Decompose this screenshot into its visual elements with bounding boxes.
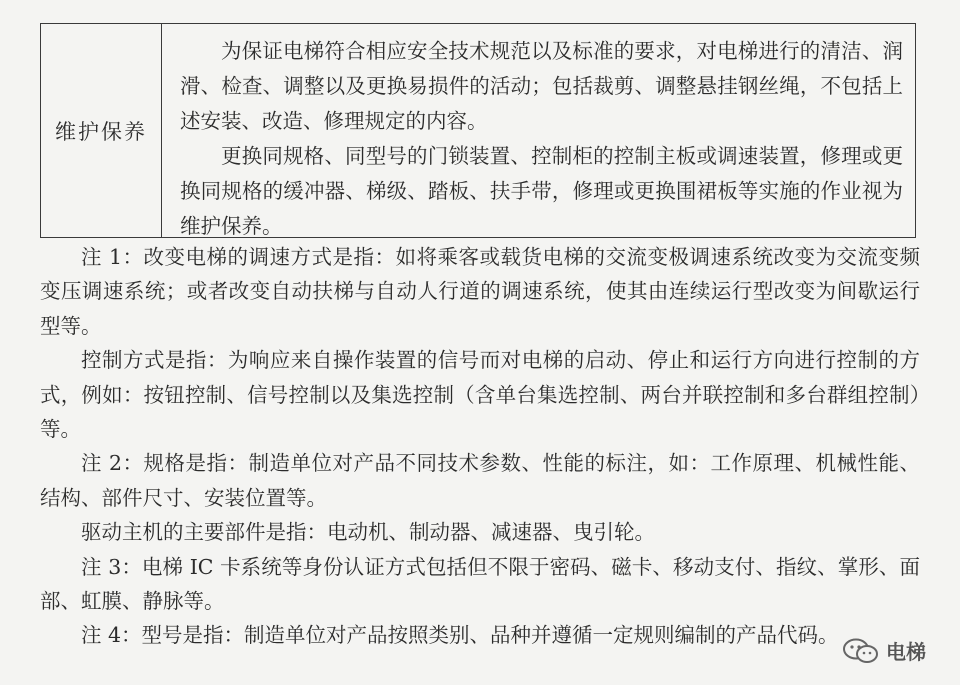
note-1-control-mode: 控制方式是指：为响应来自操作装置的信号而对电梯的启动、停止和运行方向进行控制的方式，例如：按钮控制、信号控制以及集选控制（含单台集选控制、两台并联控制和多台群组控制）等。	[40, 348, 920, 442]
note-2-drive-parts: 驱动主机的主要部件是指：电动机、制动器、减速器、曳引轮。	[81, 520, 655, 545]
table-label-cell: 维护保养	[41, 24, 162, 237]
watermark	[842, 636, 926, 665]
note-4: 注 4：型号是指：制造单位对产品按照类别、品种并遵循一定规则编制的产品代码。	[81, 623, 839, 648]
note-2: 注 2：规格是指：制造单位对产品不同技术参数、性能的标注，如：工作原理、机械性能、结构、部件尺寸、安装位置等。	[40, 451, 920, 510]
watermark-text: 电梯	[886, 640, 926, 664]
maintenance-definition-table	[40, 23, 916, 238]
table-content-cell	[162, 24, 915, 237]
note-3: 注 3：电梯 IC 卡系统等身份认证方式包括但不限于密码、磁卡、移动支付、指纹、掌形、面部、虹膜、静脉等。	[40, 554, 920, 614]
notes-section	[40, 240, 920, 653]
wechat-icon	[842, 637, 880, 665]
definition-paragraph-1: 为保证电梯符合相应安全技术规范以及标准的要求，对电梯进行的清洁、润滑、检查、调整以及更换易损件的活动；包括裁剪、调整悬挂钢丝绳，不包括上述安装、改造、修理规定的内容。	[180, 39, 903, 133]
note-1: 注 1：改变电梯的调速方式是指：如将乘客或载货电梯的交流变极调速系统改变为交流变频变压调速系统；或者改变自动扶梯与自动人行道的调速系统，使其由连续运行型改变为间歇运行型等。	[40, 245, 920, 338]
definition-paragraph-2: 更换同规格、同型号的门锁装置、控制柜的控制主板或调速装置，修理或更换同规格的缓冲器、梯级、踏板、扶手带，修理或更换围裙板等实施的作业视为维护保养。	[180, 144, 903, 238]
